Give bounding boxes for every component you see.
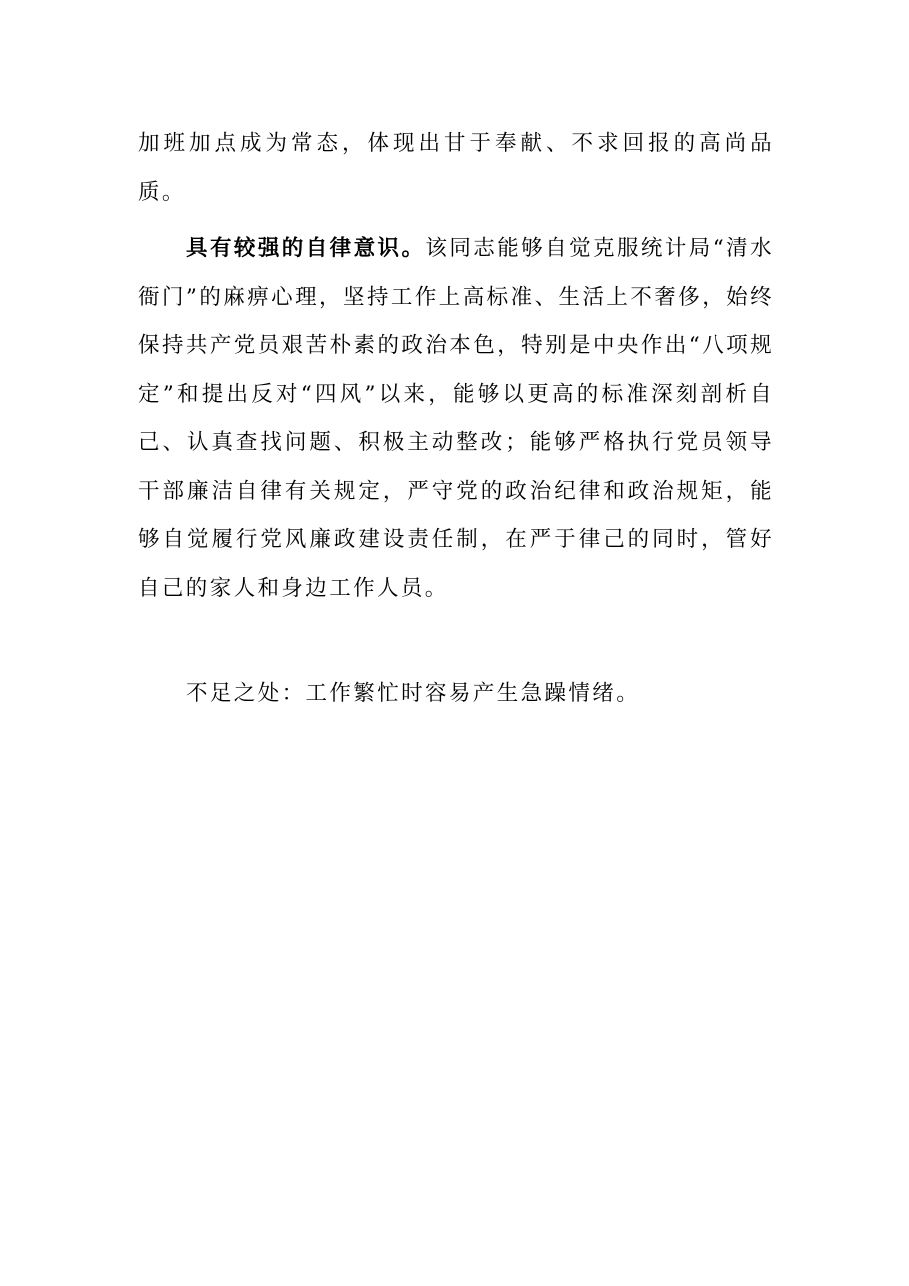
paragraph-1: 加班加点成为常态，体现出甘于奉献、不求回报的高尚品质。 <box>138 131 774 205</box>
paragraph-2-heading: 具有较强的自律意识。 <box>186 236 426 261</box>
paragraph-3: 不足之处：工作繁忙时容易产生急躁情绪。 <box>186 681 641 706</box>
paragraph-2 <box>138 225 774 613</box>
paragraph-2-body: 该同志能够自觉克服统计局“清水衙门”的麻痹心理，坚持工作上高标准、生活上不奢侈，始终保持共产党员艰苦朴素的政治本色，特别是中央作出“八项规定”和提出反对“四风”以来，能够以更高的标准深刻剖析自己、认真查找问题、积极主动整改；能够严格执行党员领导干部廉洁自律有关规定，严守党的政治纪律和政治规矩，能够自觉履行党风廉政建设责任制，在严于律己的同时，管好自己的家人和身边工作人员。 <box>138 236 774 601</box>
